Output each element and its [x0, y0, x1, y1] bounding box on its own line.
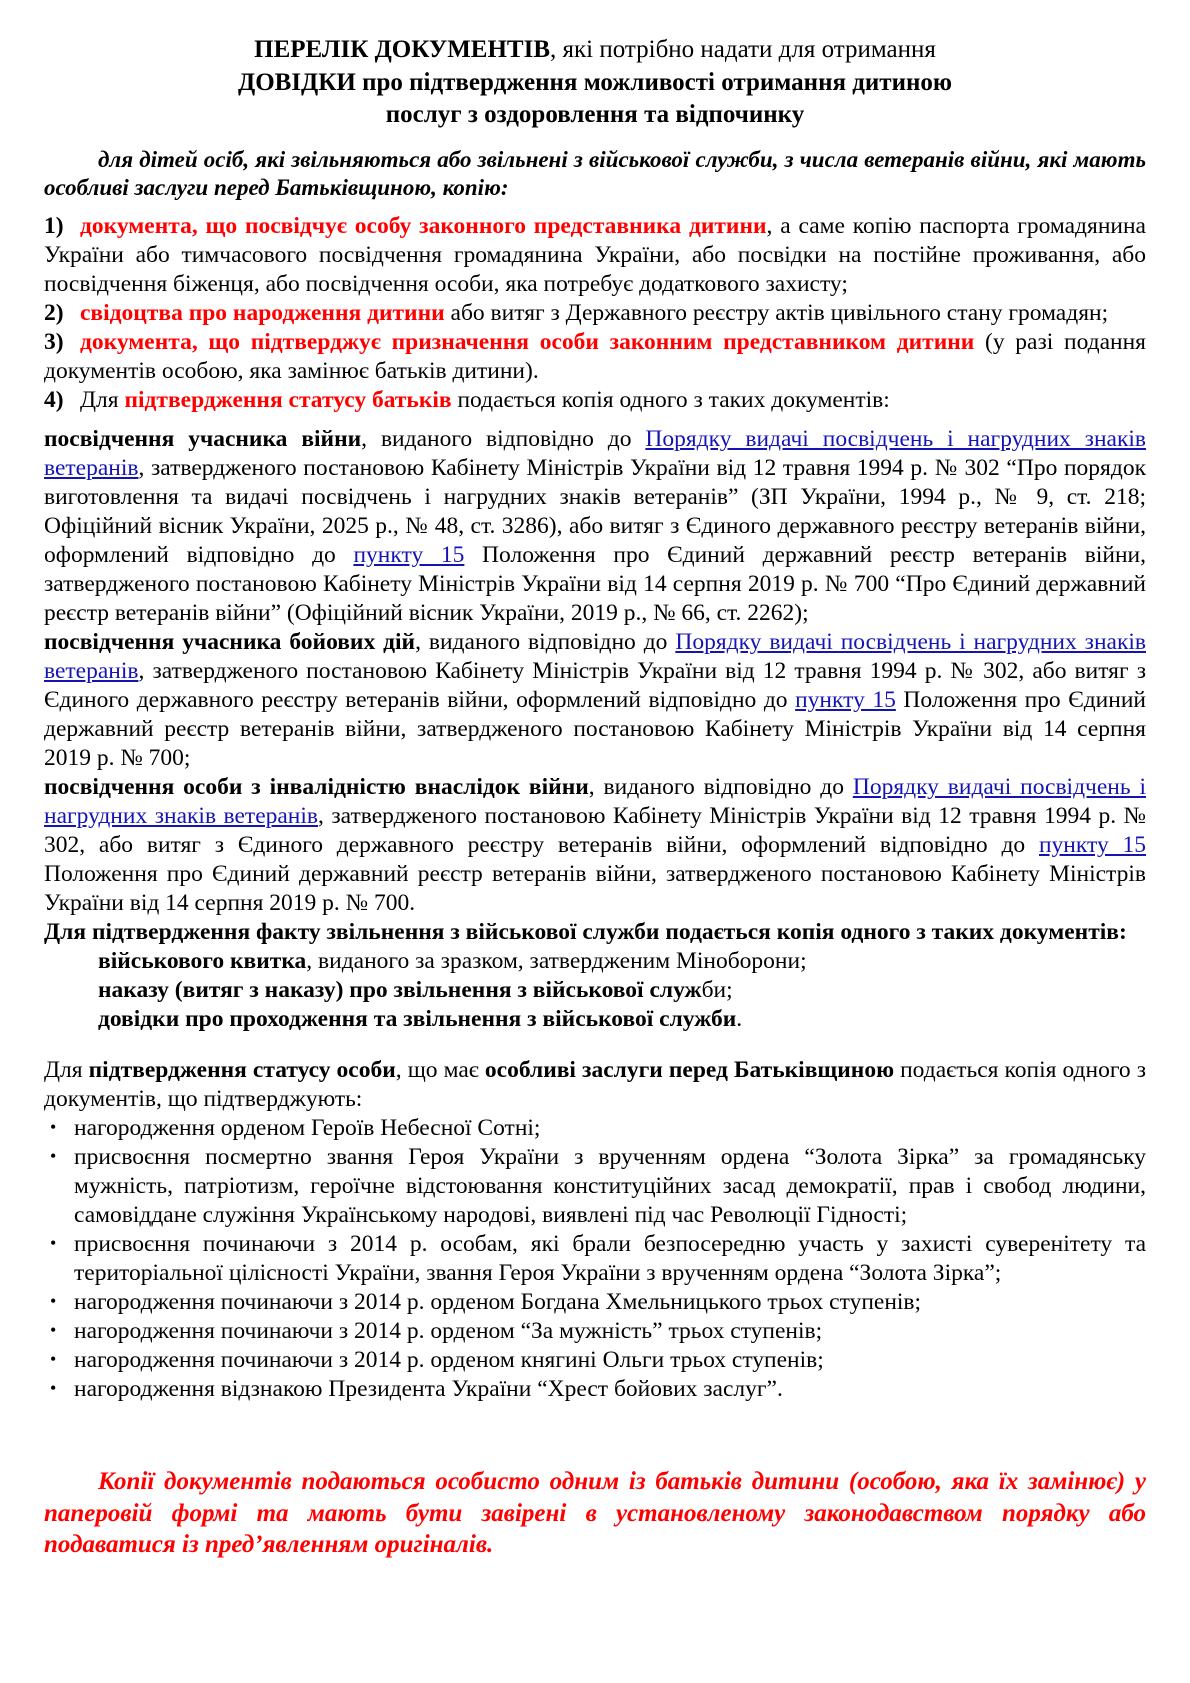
merits-tail: подається копія одного з документів, що підтверджують: [44, 1057, 1146, 1113]
spacer [44, 1404, 1146, 1444]
merits-bullet-text: нагородження починаючи з 2014 р. орденом княгині Ольги трьох ступенів; [74, 1347, 824, 1374]
bullet-icon: • [50, 1320, 57, 1341]
title-line-2 [44, 67, 1146, 100]
merits-bullet-item [44, 1317, 1146, 1346]
merits-bullet-text: присвоєння починаючи з 2014 р. особам, які брали безпосередню участь у захисті суверенітету та територіальної цілісності України, звання Героя України з врученням ордена “Золота Зірка”; [74, 1231, 1146, 1287]
dismissal-item-2-bold: наказу (витяг з наказу) про звільнення з військової служ [98, 977, 702, 1003]
title-line-1-bold: ПЕРЕЛІК ДОКУМЕНТІВ [254, 36, 551, 63]
intro-paragraph: для дітей осіб, які звільняються або звільнені з військової служби, з числа ветеранів війни, які мають особливі заслуги перед Батьківщиною, копію: [44, 146, 1146, 200]
bullet-icon: • [50, 1117, 57, 1138]
spacer [44, 1034, 1146, 1056]
merits-bullet-text: нагородження починаючи з 2014 р. орденом “За мужність” трьох ступенів; [74, 1318, 823, 1345]
numbered-item-4-highlight: підтвердження статусу батьків [124, 386, 452, 413]
dismissal-item-1-rest: , виданого за зразком, затвердженим Міноборони; [306, 947, 807, 974]
numbered-item-1 [44, 212, 1146, 299]
numbered-item-3-highlight: документа, що підтверджує призначення особи законним представником дитини [80, 328, 975, 355]
merits-bullet-item [44, 1143, 1146, 1230]
numbered-item-1-highlight: документа, що посвідчує особу законного представника дитини [80, 212, 767, 239]
bullet-icon: • [50, 1146, 57, 1167]
dismissal-item-3-bold: довідки про проходження та звільнення з військової служби [98, 1006, 737, 1033]
certificate-3-text-a: , виданого відповідно до [588, 773, 853, 800]
certificate-3-text-c: Положення про Єдиний державний реєстр ветеранів війни, затвердженого постановою Кабінету Міністрів України від 14 серпня 2019 р. № 700. [44, 860, 1146, 916]
certificate-2-text-a: , виданого відповідно до [415, 628, 676, 655]
certificate-3-text-b: , затвердженого постановою Кабінету Міністрів України від 12 травня 1994 р. № 302, або витяг з Єдиного державного реєстру ветеранів війни, оформлений відповідно до [44, 802, 1146, 858]
certificate-2-text-b: , затвердженого постановою Кабінету Міністрів України від 12 травня 1994 р. № 302, або витяг з Єдиного державного реєстру ветеранів війни, оформлений відповідно до [44, 657, 1146, 713]
certificate-item-war-disability [44, 773, 1146, 918]
merits-bold-1: підтвердження статусу особи [88, 1057, 396, 1084]
closing-note: Копії документів подаються особисто одним із батьків дитини (особою, яка їх замінює) у паперовій формі та мають бути завірені в установленому законодавством порядку або подаватися із пред’явленням оригіналів. [44, 1468, 1146, 1559]
certificate-1-bold-lead: посвідчення учасника війни [44, 425, 362, 452]
numbered-item-3-number: 3) [44, 328, 64, 355]
spacer [44, 415, 1146, 425]
title-line-2-bold: ДОВІДКИ [238, 68, 356, 96]
bullet-icon: • [50, 1349, 57, 1370]
merits-bullet-text: нагородження орденом Героїв Небесної Сотні; [74, 1115, 541, 1142]
dismissal-item-2-rest: би; [701, 977, 733, 1003]
numbered-item-2-text: або витяг з Державного реєстру актів цивільного стану громадян; [444, 299, 1109, 326]
merits-bullet-text: нагородження відзнакою Президента України “Хрест бойових заслуг”. [74, 1376, 783, 1403]
numbered-item-4-lead: Для [80, 386, 125, 413]
dismissal-item-3 [44, 1005, 1146, 1034]
merits-bullet-item [44, 1114, 1146, 1143]
bullet-icon: • [50, 1233, 57, 1254]
title-line-3: послуг з оздоровлення та відпочинку [385, 101, 805, 128]
dismissal-item-2 [44, 976, 1146, 1005]
title-line-1-rest: , які потрібно надати для отримання [550, 36, 936, 63]
numbered-item-4-text: подається копія одного з таких документів: [451, 386, 890, 413]
numbered-item-3-text: (у разі подання документів особою, яка замінює батьків дитини). [44, 328, 1146, 384]
bullet-icon: • [50, 1291, 57, 1312]
merits-bold-2: особливі заслуги перед Батьківщиною [484, 1057, 895, 1084]
certificate-item-combat-participant [44, 628, 1146, 773]
title-line-1 [44, 34, 1146, 67]
numbered-item-2-number: 2) [44, 299, 64, 326]
merits-bullet-text: присвоєння посмертно звання Героя України з врученням ордена “Золота Зірка” за громадянську мужність, патріотизм, героїчне відстоювання конституційних засад демократії, прав і свобод людини, самовіддане служіння Українському народові, виявлені під час Революції Гідності; [74, 1144, 1146, 1229]
certificate-3-bold-lead: посвідчення особи з інвалідністю внаслідок війни [44, 773, 589, 800]
dismissal-item-1-bold: військового квитка [98, 947, 307, 974]
merits-lead: Для [44, 1057, 89, 1084]
merits-bullet-item [44, 1346, 1146, 1375]
link-order-of-issuance-3[interactable]: Порядку видачі посвідчень і нагрудних знаків ветеранів [44, 773, 1146, 829]
link-order-of-issuance-1[interactable]: Порядку видачі посвідчень і нагрудних знаків ветеранів [44, 425, 1147, 481]
dismissal-item-3-rest: . [736, 1006, 743, 1033]
numbered-item-2 [44, 299, 1146, 328]
merits-mid: , що має [395, 1057, 485, 1084]
certificate-item-war-participant [44, 425, 1146, 628]
link-order-of-issuance-2[interactable]: Порядку видачі посвідчень і нагрудних знаків ветеранів [44, 628, 1146, 684]
merits-bullet-item [44, 1375, 1146, 1404]
spacer [44, 1444, 1146, 1466]
link-clause-15-2[interactable]: пункту 15 [795, 686, 896, 713]
certificate-1-text-a: , виданого відповідно до [361, 425, 646, 452]
numbered-item-4 [44, 386, 1146, 415]
numbered-item-4-number: 4) [44, 386, 64, 413]
merits-bullet-text: нагородження починаючи з 2014 р. орденом Богдана Хмельницького трьох ступенів; [74, 1289, 922, 1316]
link-clause-15-3[interactable]: пункту 15 [1038, 831, 1146, 858]
numbered-item-2-highlight: свідоцтва про народження дитини [80, 299, 445, 326]
link-clause-15-1[interactable]: пункту 15 [353, 541, 465, 568]
title-line-2-rest: про підтвердження можливості отримання дитиною [355, 68, 952, 96]
numbered-item-1-text: , а саме копію паспорта громадянина України або тимчасового посвідчення громадянина України, або посвідки на постійне проживання, або посвідчення біженця, або посвідчення особи, яка потребує додаткового захисту; [44, 212, 1146, 297]
certificate-1-text-b: , затвердженого постановою Кабінету Міністрів України від 12 травня 1994 р. № 302 “Про порядок виготовлення та видачі посвідчень і нагрудних знаків ветеранів” (ЗП України, 1994 р., № 9, ст. 218; Офіційний вісник України, 2025 р., № 48, ст. 3286), або витяг з Єдиного державного реєстру ветеранів війни, оформлений відповідно до [44, 454, 1146, 568]
bullet-icon: • [50, 1378, 57, 1399]
page-title [44, 34, 1146, 132]
dismissal-item-1 [44, 947, 1146, 976]
numbered-item-1-number: 1) [44, 212, 64, 239]
certificate-1-text-c: Положення про Єдиний державний реєстр ветеранів війни, затвердженого постановою Кабінету Міністрів України від 14 серпня 2019 р. № 700 “Про Єдиний державний реєстр ветеранів війни” (Офіційний вісник України, 2019 р., № 66, ст. 2262); [44, 541, 1146, 626]
certificate-2-text-c: Положення про Єдиний державний реєстр ветеранів війни, затвердженого постановою Кабінету Міністрів України від 14 серпня 2019 р. № 700; [44, 686, 1146, 771]
merits-bullet-item [44, 1230, 1146, 1288]
numbered-item-3 [44, 328, 1146, 386]
merits-bullet-item [44, 1288, 1146, 1317]
certificate-2-bold-lead: посвідчення учасника бойових дій [44, 628, 416, 655]
dismissal-heading: Для підтвердження факту звільнення з військової служби подається копія одного з таких документів: [44, 918, 1127, 945]
merits-heading [44, 1056, 1146, 1114]
